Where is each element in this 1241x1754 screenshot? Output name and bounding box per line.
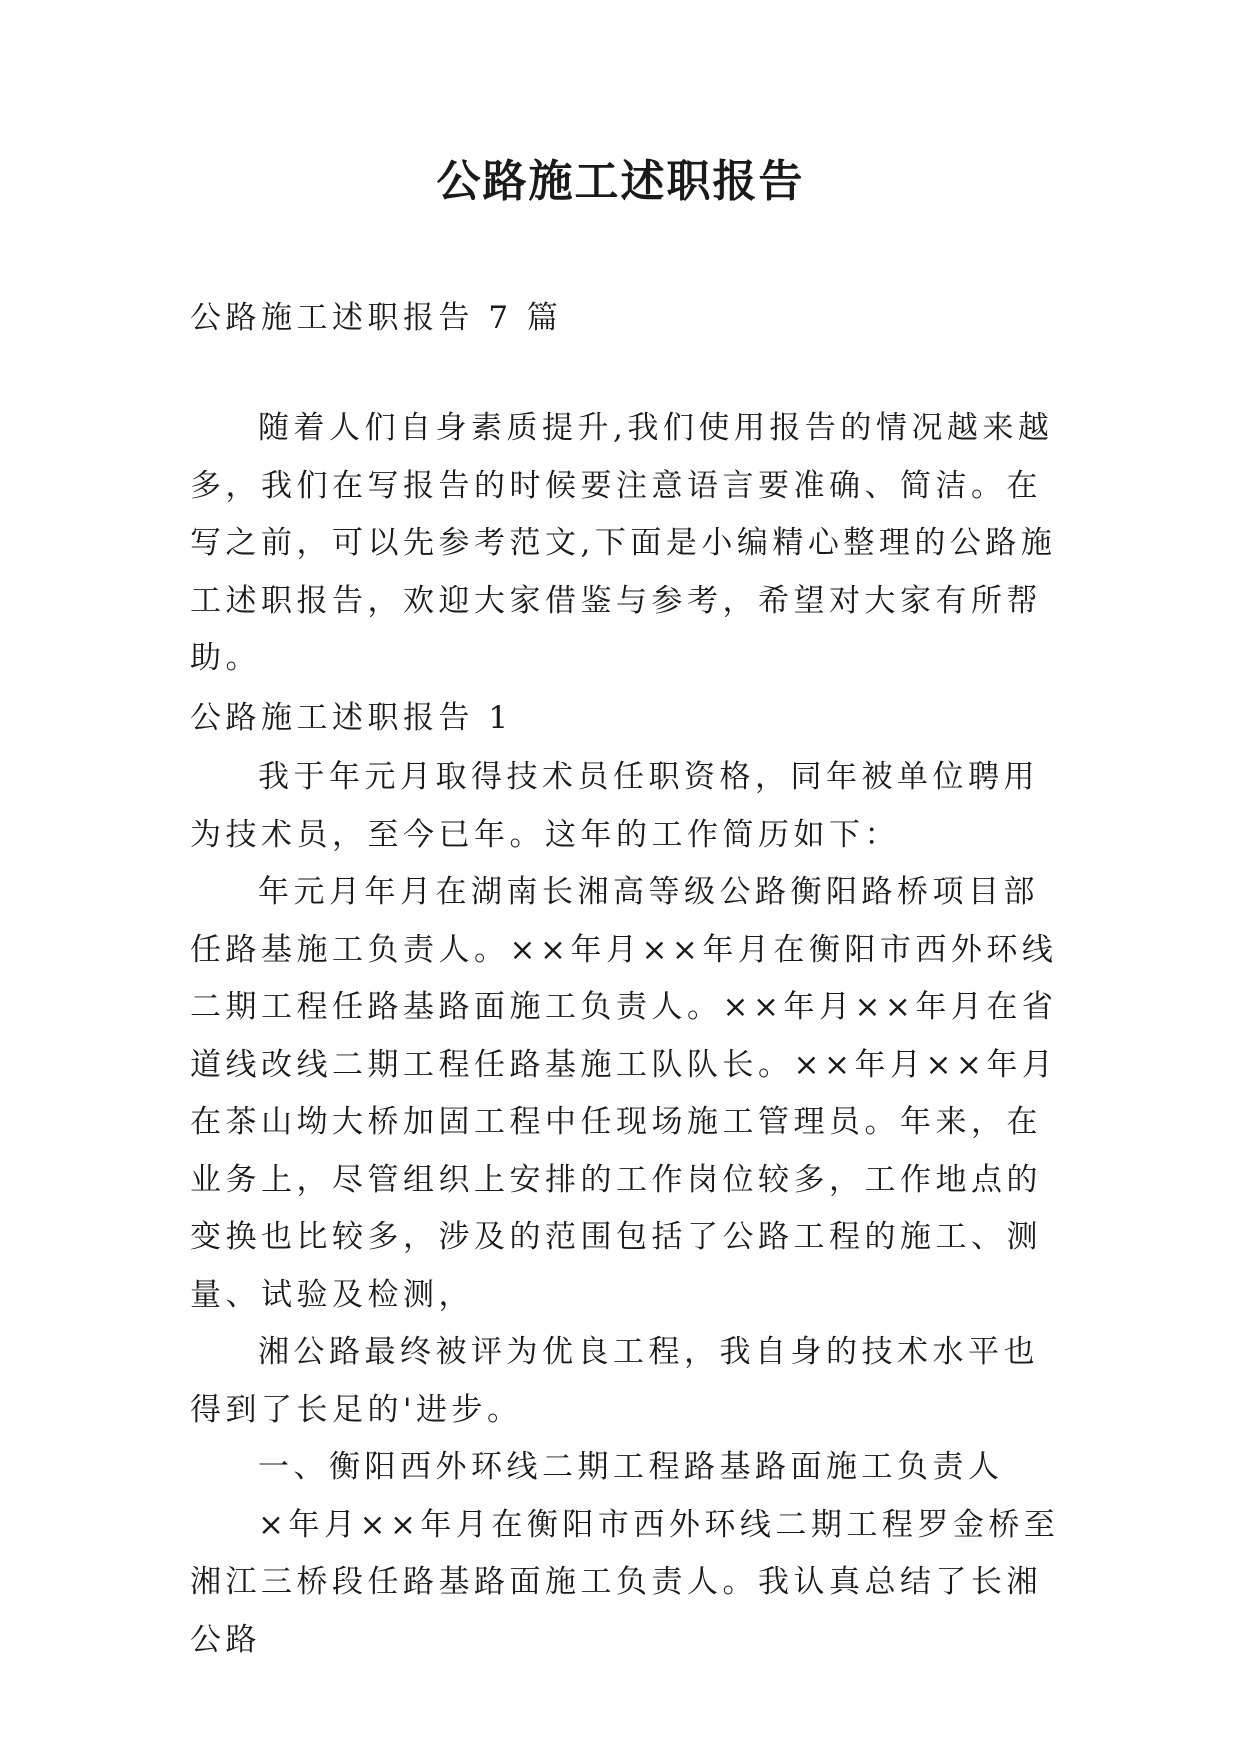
body-paragraph: 年元月年月在湖南长湘高等级公路衡阳路桥项目部任路基施工负责人。××年月××年月在衡阳市西外环线二期工程任路基路面施工负责人。××年月××年月在省道线改线二期工程任路基施工队队长。××年月××年月在茶山坳大桥加固工程中任现场施工管理员。年来，在业务上，尽管组织上安排的工作岗位较多，工作地点的变换也比较多，涉及的范围包括了公路工程的施工、测量、试验及检测， — [190, 874, 1058, 1313]
body-paragraph: 一、衡阳西外环线二期工程路基路面施工负责人 — [258, 1449, 1004, 1485]
body-paragraph: 我于年元月取得技术员任职资格，同年被单位聘用为技术员，至今已年。这年的工作简历如下： — [190, 759, 1039, 853]
document-title: 公路施工述职报告 — [436, 156, 805, 207]
intro-paragraph: 随着人们自身素质提升,我们使用报告的情况越来越多，我们在写报告的时候要注意语言要准确、简洁。在写之前，可以先参考范文,下面是小编精心整理的公路施工述职报告，欢迎大家借鉴与参考，希望对大家有所帮助。 — [190, 410, 1057, 676]
body-paragraph: ×年月××年月在衡阳市西外环线二期工程罗金桥至湘江三桥段任路基路面施工负责人。我认真总结了长湘公路 — [190, 1506, 1060, 1658]
body-paragraph: 湘公路最终被评为优良工程，我自身的技术水平也得到了长足的'进步。 — [190, 1334, 1039, 1428]
section-heading: 公路施工述职报告 1 — [190, 700, 513, 736]
document-subtitle: 公路施工述职报告 7 篇 — [190, 300, 563, 336]
section-body — [190, 749, 1060, 1669]
